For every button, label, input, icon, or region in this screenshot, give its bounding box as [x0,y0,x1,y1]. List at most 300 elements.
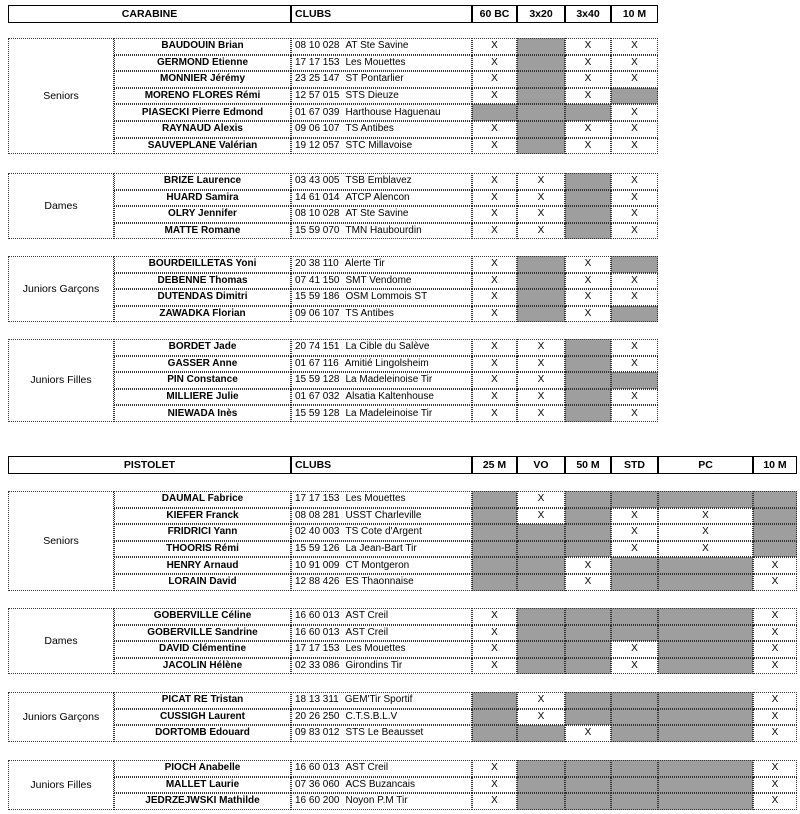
event-entry-mark: X [611,541,658,558]
event-entry-mark: X [472,190,517,207]
event-entry-mark: X [658,524,753,541]
event-entry-mark: X [472,256,517,273]
event-entry-mark: X [472,339,517,356]
athlete-name: DAUMAL Fabrice [114,491,291,508]
event-entry-mark: X [753,574,797,591]
carabine-clubs-header: CLUBS [291,5,472,23]
licence-number: 17 17 153 [295,643,340,655]
licence-number: 09 06 107 [295,123,340,135]
club-cell [291,104,472,121]
club-name: TSB Emblavez [345,175,412,187]
club-name: Alerte Tir [344,258,385,270]
event-entry-mark: X [565,306,611,323]
event-cell-unavailable [517,658,565,675]
pistolet-group-label: Dames [8,608,114,674]
event-entry-mark: X [472,71,517,88]
event-entry-mark: X [753,760,797,777]
club-cell [291,38,472,55]
club-cell [291,608,472,625]
event-entry-mark: X [753,641,797,658]
event-cell-unavailable [611,491,658,508]
licence-number: 17 17 153 [295,493,340,505]
carabine-event-header: 60 BC [472,5,517,23]
licence-number: 16 60 013 [295,762,340,774]
licence-number: 17 17 153 [295,56,340,68]
event-cell-unavailable [472,692,517,709]
carabine-group-label: Seniors [8,38,114,154]
licence-number: 15 59 070 [295,225,340,237]
event-cell-unavailable [611,625,658,642]
licence-number: 02 33 086 [295,660,340,672]
club-name: TS Antibes [345,123,394,135]
event-cell-unavailable [753,541,797,558]
event-cell-unavailable [472,491,517,508]
event-cell-unavailable [753,508,797,525]
event-entry-mark: X [611,289,658,306]
club-cell [291,289,472,306]
pistolet-event-header: 10 M [753,456,797,474]
event-cell-unavailable [658,692,753,709]
event-cell-unavailable [517,725,565,742]
event-cell-unavailable [611,793,658,810]
athlete-name: BOURDEILLETAS Yoni [114,256,291,273]
event-entry-mark: X [517,508,565,525]
licence-number: 01 67 116 [295,357,339,369]
event-cell-unavailable [517,55,565,72]
event-entry-mark: X [611,38,658,55]
club-name: AST Creil [345,762,389,774]
event-entry-mark: X [472,173,517,190]
event-cell-unavailable [472,541,517,558]
event-cell-unavailable [517,524,565,541]
athlete-name: DUTENDAS Dimitri [114,289,291,306]
club-name: AT Ste Savine [345,208,409,220]
club-name: STS Dieuze [345,90,399,102]
event-entry-mark: X [472,55,517,72]
event-cell-unavailable [565,356,611,373]
athlete-name: MORENO FLORES Rémi [114,88,291,105]
event-cell-unavailable [517,760,565,777]
event-cell-unavailable [565,692,611,709]
athlete-name: MATTE Romane [114,223,291,240]
event-cell-unavailable [565,491,611,508]
athlete-name: HENRY Arnaud [114,557,291,574]
athlete-name: MALLET Laurie [114,777,291,794]
athlete-name: PIOCH Anabelle [114,760,291,777]
event-cell-unavailable [611,372,658,389]
event-entry-mark: X [611,524,658,541]
event-cell-unavailable [753,524,797,541]
pistolet-group-label: Seniors [8,491,114,591]
carabine-event-header: 3x40 [565,5,611,23]
event-entry-mark: X [472,608,517,625]
event-cell-unavailable [517,793,565,810]
licence-number: 20 26 250 [295,710,340,722]
event-entry-mark: X [472,223,517,240]
club-cell [291,138,472,155]
event-entry-mark: X [658,541,753,558]
club-name: ACS Buzancais [345,778,415,790]
event-cell-unavailable [517,121,565,138]
licence-number: 09 06 107 [295,308,340,320]
club-cell [291,508,472,525]
club-name: Amitié Lingolsheim [344,357,429,369]
event-cell-unavailable [517,256,565,273]
carabine-title: CARABINE [8,5,291,23]
club-name: TS Antibes [345,308,394,320]
club-name: AST Creil [345,610,389,622]
event-entry-mark: X [472,306,517,323]
event-entry-mark: X [472,138,517,155]
athlete-name: JACOLIN Hélène [114,658,291,675]
athlete-name: DORTOMB Edouard [114,725,291,742]
event-cell-unavailable [658,777,753,794]
event-entry-mark: X [472,793,517,810]
event-entry-mark: X [611,173,658,190]
event-entry-mark: X [472,760,517,777]
event-cell-unavailable [565,760,611,777]
pistolet-title: PISTOLET [8,456,291,474]
club-name: CT Montgeron [345,559,410,571]
event-entry-mark: X [753,557,797,574]
club-cell [291,709,472,726]
club-cell [291,223,472,240]
event-cell-unavailable [611,256,658,273]
athlete-name: BAUDOUIN Brian [114,38,291,55]
licence-number: 08 08 281 [295,509,340,521]
pistolet-event-header: VO [517,456,565,474]
event-cell-unavailable [658,760,753,777]
event-cell-unavailable [517,71,565,88]
event-entry-mark: X [565,289,611,306]
event-cell-unavailable [565,641,611,658]
event-entry-mark: X [517,491,565,508]
event-entry-mark: X [565,38,611,55]
club-cell [291,389,472,406]
event-cell-unavailable [611,608,658,625]
licence-number: 14 61 014 [295,191,340,203]
event-entry-mark: X [517,372,565,389]
club-name: Les Mouettes [345,56,406,68]
club-cell [291,524,472,541]
pistolet-event-header: STD [611,456,658,474]
club-name: STC Millavoise [345,139,413,151]
club-cell [291,692,472,709]
club-cell [291,405,472,422]
event-entry-mark: X [611,658,658,675]
club-name: La Madeleinoise Tir [345,407,433,419]
athlete-name: GASSER Anne [114,356,291,373]
club-cell [291,121,472,138]
event-cell-unavailable [611,760,658,777]
event-entry-mark: X [753,725,797,742]
club-cell [291,306,472,323]
event-entry-mark: X [565,55,611,72]
event-entry-mark: X [753,793,797,810]
event-cell-unavailable [565,508,611,525]
club-name: TMN Haubourdin [345,225,422,237]
event-entry-mark: X [472,777,517,794]
event-entry-mark: X [658,508,753,525]
event-entry-mark: X [472,206,517,223]
athlete-name: PIN Constance [114,372,291,389]
club-cell [291,793,472,810]
club-cell [291,356,472,373]
athlete-name: SAUVEPLANE Valérian [114,138,291,155]
club-cell [291,190,472,207]
event-cell-unavailable [753,491,797,508]
event-cell-unavailable [517,625,565,642]
licence-number: 07 36 060 [295,778,340,790]
event-entry-mark: X [472,405,517,422]
event-cell-unavailable [517,574,565,591]
event-entry-mark: X [565,138,611,155]
club-name: Noyon P.M Tir [345,795,408,807]
event-cell-unavailable [517,608,565,625]
athlete-name: BRIZE Laurence [114,173,291,190]
club-name: OSM Lommois ST [345,291,428,303]
event-entry-mark: X [565,256,611,273]
event-entry-mark: X [472,121,517,138]
event-entry-mark: X [611,71,658,88]
athlete-name: FRIDRICI Yann [114,524,291,541]
club-cell [291,557,472,574]
event-entry-mark: X [472,658,517,675]
event-cell-unavailable [517,557,565,574]
club-cell [291,625,472,642]
event-entry-mark: X [611,508,658,525]
club-cell [291,173,472,190]
event-entry-mark: X [517,709,565,726]
event-cell-unavailable [658,625,753,642]
event-entry-mark: X [517,173,565,190]
event-entry-mark: X [611,104,658,121]
club-name: USST Charleville [345,509,422,521]
event-cell-unavailable [565,541,611,558]
athlete-name: JEDRZEJWSKI Mathilde [114,793,291,810]
club-name: AT Ste Savine [345,40,409,52]
event-cell-unavailable [517,38,565,55]
athlete-name: PIASECKI Pierre Edmond [114,104,291,121]
event-cell-unavailable [611,88,658,105]
event-cell-unavailable [565,372,611,389]
pistolet-event-header: PC [658,456,753,474]
licence-number: 12 57 015 [295,90,340,102]
club-cell [291,641,472,658]
licence-number: 12 88 426 [295,576,340,588]
pistolet-event-header: 50 M [565,456,611,474]
athlete-name: BORDET Jade [114,339,291,356]
carabine-event-header: 3x20 [517,5,565,23]
licence-number: 15 59 128 [295,374,340,386]
event-cell-unavailable [658,725,753,742]
event-entry-mark: X [472,289,517,306]
event-entry-mark: X [517,223,565,240]
event-cell-unavailable [565,206,611,223]
event-cell-unavailable [611,777,658,794]
event-cell-unavailable [565,190,611,207]
event-cell-unavailable [611,725,658,742]
club-cell [291,372,472,389]
club-cell [291,339,472,356]
licence-number: 15 59 126 [295,543,340,555]
event-cell-unavailable [565,389,611,406]
event-cell-unavailable [565,658,611,675]
athlete-name: MILLIERE Julie [114,389,291,406]
athlete-name: LORAIN David [114,574,291,591]
event-entry-mark: X [517,190,565,207]
licence-number: 07 41 150 [295,274,340,286]
event-cell-unavailable [658,608,753,625]
event-entry-mark: X [565,121,611,138]
club-name: GEM'Tir Sportif [344,694,413,706]
athlete-name: PICAT RE Tristan [114,692,291,709]
licence-number: 01 67 039 [295,106,340,118]
athlete-name: KIEFER Franck [114,508,291,525]
athlete-name: ZAWADKA Florian [114,306,291,323]
event-entry-mark: X [611,121,658,138]
licence-number: 18 13 311 [295,694,339,706]
event-entry-mark: X [611,641,658,658]
licence-number: 15 59 186 [295,291,340,303]
event-cell-unavailable [472,725,517,742]
event-entry-mark: X [565,725,611,742]
event-entry-mark: X [472,356,517,373]
licence-number: 02 40 003 [295,526,340,538]
event-cell-unavailable [611,709,658,726]
athlete-name: DEBENNE Thomas [114,273,291,290]
licence-number: 19 12 057 [295,139,340,151]
athlete-name: CUSSIGH Laurent [114,709,291,726]
event-entry-mark: X [472,389,517,406]
pistolet-clubs-header: CLUBS [291,456,472,474]
licence-number: 08 10 028 [295,40,340,52]
club-cell [291,541,472,558]
club-name: STS Le Beausset [345,727,424,739]
athlete-name: GOBERVILLE Sandrine [114,625,291,642]
licence-number: 03 43 005 [295,175,340,187]
club-cell [291,760,472,777]
event-entry-mark: X [565,273,611,290]
event-entry-mark: X [472,88,517,105]
athlete-name: GOBERVILLE Céline [114,608,291,625]
event-entry-mark: X [611,356,658,373]
athlete-name: DAVID Clémentine [114,641,291,658]
event-entry-mark: X [611,273,658,290]
event-cell-unavailable [517,104,565,121]
club-cell [291,658,472,675]
event-cell-unavailable [517,641,565,658]
event-entry-mark: X [753,608,797,625]
event-entry-mark: X [611,138,658,155]
event-entry-mark: X [517,389,565,406]
event-cell-unavailable [472,709,517,726]
club-name: La Jean-Bart Tir [345,543,417,555]
licence-number: 20 74 151 [295,341,340,353]
pistolet-group-label: Juniors Garçons [8,692,114,742]
event-cell-unavailable [565,405,611,422]
event-cell-unavailable [658,491,753,508]
club-cell [291,777,472,794]
event-entry-mark: X [517,206,565,223]
event-cell-unavailable [611,557,658,574]
club-name: C.T.S.B.L.V [345,710,398,722]
event-entry-mark: X [611,339,658,356]
event-cell-unavailable [517,289,565,306]
event-cell-unavailable [517,777,565,794]
club-name: Les Mouettes [345,493,406,505]
event-entry-mark: X [611,223,658,240]
licence-number: 08 10 028 [295,208,340,220]
event-entry-mark: X [565,574,611,591]
event-cell-unavailable [565,339,611,356]
carabine-group-label: Juniors Garçons [8,256,114,322]
event-entry-mark: X [753,777,797,794]
club-name: Harthouse Haguenau [345,106,441,118]
event-entry-mark: X [611,405,658,422]
club-cell [291,71,472,88]
event-cell-unavailable [565,608,611,625]
club-name: Les Mouettes [345,643,406,655]
carabine-group-label: Dames [8,173,114,239]
event-entry-mark: X [565,557,611,574]
event-entry-mark: X [517,356,565,373]
licence-number: 09 83 012 [295,727,340,739]
event-cell-unavailable [565,709,611,726]
event-entry-mark: X [517,405,565,422]
carabine-group-label: Juniors Filles [8,339,114,422]
event-cell-unavailable [472,104,517,121]
club-cell [291,574,472,591]
athlete-name: HUARD Samira [114,190,291,207]
event-cell-unavailable [611,692,658,709]
licence-number: 20 38 110 [295,258,339,270]
event-entry-mark: X [753,658,797,675]
event-cell-unavailable [611,574,658,591]
club-name: TS Cote d'Argent [345,526,422,538]
club-cell [291,88,472,105]
event-entry-mark: X [753,692,797,709]
club-name: ST Pontarlier [345,73,404,85]
club-name: La Cible du Salève [345,341,430,353]
event-cell-unavailable [517,306,565,323]
event-cell-unavailable [611,306,658,323]
event-entry-mark: X [753,709,797,726]
club-cell [291,206,472,223]
athlete-name: OLRY Jennifer [114,206,291,223]
event-cell-unavailable [517,273,565,290]
event-cell-unavailable [658,641,753,658]
event-cell-unavailable [565,104,611,121]
event-cell-unavailable [565,223,611,240]
licence-number: 16 60 013 [295,610,340,622]
licence-number: 16 60 013 [295,626,340,638]
event-cell-unavailable [517,138,565,155]
licence-number: 10 91 009 [295,559,340,571]
event-cell-unavailable [658,793,753,810]
pistolet-event-header: 25 M [472,456,517,474]
event-cell-unavailable [658,557,753,574]
event-entry-mark: X [611,190,658,207]
event-cell-unavailable [565,524,611,541]
event-cell-unavailable [658,709,753,726]
event-entry-mark: X [565,88,611,105]
event-cell-unavailable [517,541,565,558]
club-name: ATCP Alencon [345,191,410,203]
event-entry-mark: X [517,692,565,709]
club-name: La Madeleinoise Tir [345,374,433,386]
event-cell-unavailable [517,88,565,105]
